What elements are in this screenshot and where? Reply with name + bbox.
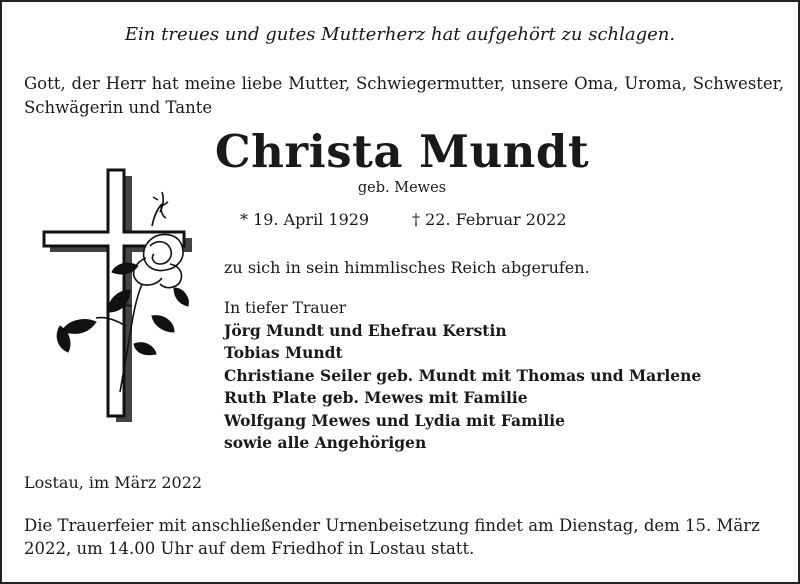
maiden-name: geb. Mewes — [357, 180, 447, 196]
deceased-name: Christa Mundt — [214, 125, 590, 178]
birth-date: * 19. April 1929 — [240, 210, 370, 229]
funeral-notice: Die Trauerfeier mit anschließender Urnenbeisetzung findet am Dienstag, dem 15. März 2022, um 14.00 Uhr auf dem Friedhof in Lostau statt. — [24, 516, 760, 558]
motto: Ein treues und gutes Mutterherz hat aufgehört zu schlagen. — [124, 24, 676, 45]
mourner-line: Tobias Mundt — [224, 343, 343, 362]
intro-text: Gott, der Herr hat meine liebe Mutter, Schwiegermutter, unsere Oma, Uroma, Schwester, Schwägerin und Tante — [24, 74, 784, 117]
called-home-text: zu sich in sein himmlisches Reich abgerufen. — [224, 258, 590, 277]
mourner-line: Ruth Plate geb. Mewes mit Familie — [224, 388, 528, 407]
mourner-line: Wolfgang Mewes und Lydia mit Familie — [224, 410, 566, 430]
mourning-intro: In tiefer Trauer — [224, 299, 347, 317]
mourner-line: Jörg Mundt und Ehefrau Kerstin — [224, 320, 507, 340]
mourner-line: sowie alle Angehörigen — [224, 433, 427, 452]
mourner-line: Christiane Seiler geb. Mundt mit Thomas und Marlene — [224, 365, 702, 385]
death-date: † 22. Februar 2022 — [412, 210, 567, 229]
place-date: Lostau, im März 2022 — [24, 473, 203, 492]
cross-with-rose-icon — [38, 166, 198, 426]
mourners-block — [224, 297, 701, 455]
